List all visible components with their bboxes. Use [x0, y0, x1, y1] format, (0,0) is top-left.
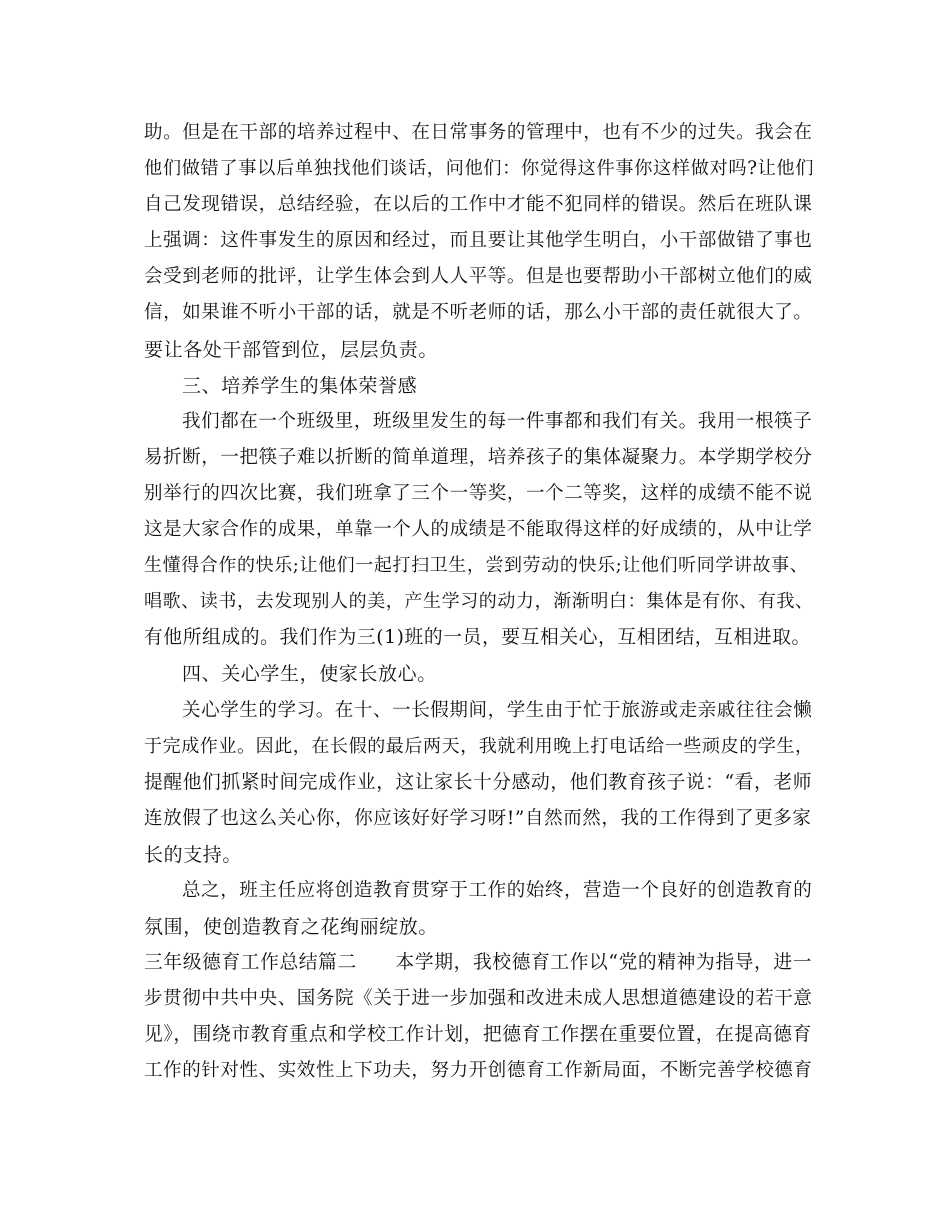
text-line: 易折断，一把筷子难以折断的简单道理，培养孩子的集体凝聚力。本学期学校分 [144, 446, 813, 468]
text-line: 四、关心学生，使家长放心。 [182, 663, 437, 686]
text-line: 总之，班主任应将创造教育贯穿于工作的始终，营造一个良好的创造教育的 [182, 879, 813, 901]
text-line: 唱歌、读书，去发现别人的美，产生学习的动力，渐渐明白：集体是有你、有我、 [144, 591, 814, 613]
text-line: 生懂得合作的快乐;让他们一起打扫卫生，尝到劳动的快乐;让他们听同学讲故事、 [144, 555, 809, 577]
text-line: 三年级德育工作总结篇二 本学期，我校德育工作以“党的精神为指导，进一 [144, 952, 813, 974]
text-line: 会受到老师的批评，让学生体会到人人平等。但是也要帮助小干部树立他们的威 [144, 266, 813, 288]
text-line: 上强调：这件事发生的原因和经过，而且要让其他学生明白，小干部做错了事也 [144, 230, 813, 252]
text-line: 我们都在一个班级里，班级里发生的每一件事都和我们有关。我用一根筷子 [182, 410, 813, 432]
text-line: 这是大家合作的成果，单靠一个人的成绩是不能取得这样的好成绩的，从中让学 [144, 519, 813, 541]
text-line: 三、培养学生的集体荣誉感 [182, 374, 418, 397]
text-line: 他们做错了事以后单独找他们谈话，问他们：你觉得这件事你这样做对吗?让他们 [144, 158, 815, 180]
text-line: 步贯彻中共中央、国务院《关于进一步加强和改进未成人思想道德建设的若干意 [144, 988, 813, 1010]
text-line: 自己发现错误，总结经验，在以后的工作中才能不犯同样的错误。然后在班队课 [144, 194, 813, 216]
document-body [144, 115, 814, 1090]
text-line: 助。但是在干部的培养过程中、在日常事务的管理中，也有不少的过失。我会在 [144, 122, 813, 143]
text-line: 别举行的四次比赛，我们班拿了三个一等奖，一个二等奖，这样的成绩不能不说 [144, 482, 813, 504]
text-line: 有他所组成的。我们作为三(1)班的一员，要互相关心，互相团结，互相进取。 [144, 627, 811, 649]
text-line: 见》，围绕市教育重点和学校工作计划，把德育工作摆在重要位置，在提高德育 [144, 1024, 812, 1046]
text-line: 长的支持。 [144, 843, 243, 866]
text-line: 氛围，使创造教育之花绚丽绽放。 [144, 916, 439, 939]
text-line: 连放假了也这么关心你，你应该好好学习呀!”自然而然，我的工作得到了更多家 [144, 807, 812, 829]
text-line: 工作的针对性、实效性上下功夫，努力开创德育工作新局面，不断完善学校德育 [144, 1060, 813, 1082]
text-line: 于完成作业。因此，在长假的最后两天，我就利用晚上打电话给一些顽皮的学生， [144, 735, 814, 757]
text-line: 信，如果谁不听小干部的话，就是不听老师的话，那么小干部的责任就很大了。 [144, 302, 813, 324]
text-line: 关心学生的学习。在十、一长假期间，学生由于忙于旅游或走亲戚往往会懒 [182, 699, 813, 721]
text-line: 要让各处干部管到位，层层负责。 [144, 338, 439, 361]
text-line: 提醒他们抓紧时间完成作业，这让家长十分感动，他们教育孩子说：“看，老师 [144, 771, 813, 793]
